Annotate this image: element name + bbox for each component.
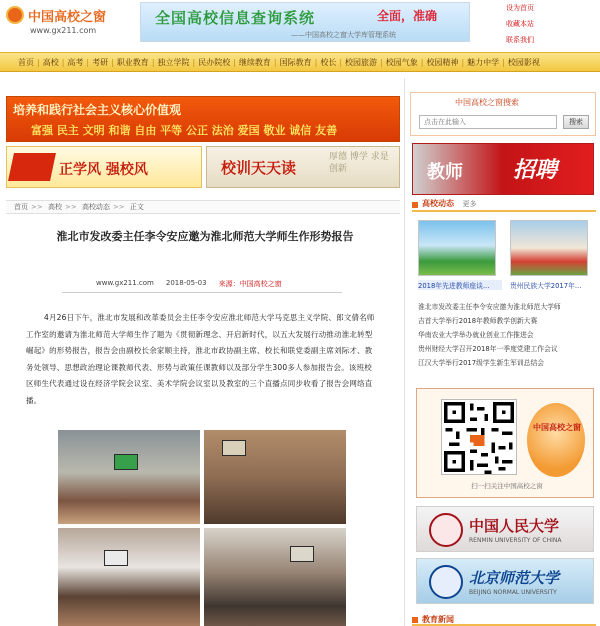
nav-item-campus-weather[interactable]: 校园气象 <box>385 57 418 67</box>
qr-code-icon <box>441 399 517 475</box>
university-name: 中国人民大学 <box>469 517 560 535</box>
news-list <box>418 300 598 370</box>
nav-item-campus-film[interactable]: 校园影视 <box>507 57 540 67</box>
ribbon-icon <box>8 153 56 181</box>
qr-caption: 扫一扫关注中国高校之窗 <box>471 482 543 490</box>
nav-separator: | <box>314 57 318 67</box>
nav-item-campus-spirit[interactable]: 校园精神 <box>426 57 459 67</box>
daily-motto-banner[interactable] <box>206 146 400 188</box>
projector-screen <box>104 550 128 566</box>
bookmark-link[interactable]: 收藏本站 <box>506 20 534 28</box>
nav-separator: | <box>233 57 236 67</box>
article-photo[interactable] <box>58 430 200 524</box>
nav-separator: | <box>86 57 90 67</box>
nav-item-gaokao[interactable]: 高考 <box>67 57 84 67</box>
nav-item-international[interactable]: 国际教育 <box>279 57 312 67</box>
column-divider <box>404 78 405 626</box>
teacher-recruitment-banner[interactable] <box>412 143 594 195</box>
nav-item-independent[interactable]: 独立学院 <box>157 57 190 67</box>
logo-emblem-icon <box>6 6 24 24</box>
article-source: 来源：中国高校之窗 <box>218 280 282 288</box>
contact-link[interactable]: 联系我们 <box>506 36 534 44</box>
search-input[interactable] <box>419 115 557 129</box>
logo-url: www.gx211.com <box>30 26 97 35</box>
recruit-teacher-text: 教师 <box>427 162 463 183</box>
article-photo[interactable] <box>204 430 346 524</box>
university-ad-bnu[interactable] <box>416 558 594 604</box>
projector-screen <box>114 454 138 470</box>
daily-motto-text: 校训天天读 <box>221 159 297 177</box>
news-more-link[interactable]: 更多 <box>462 200 477 208</box>
nav-item-kaoyan[interactable]: 考研 <box>92 57 109 67</box>
list-item[interactable]: 江汉大学举行2017级学生新生军训总结会 <box>418 359 545 367</box>
list-item[interactable]: 淮北市发改委主任李令安应邀为淮北师范大学师 <box>418 303 561 311</box>
article-site: www.gx211.com <box>96 279 154 287</box>
main-nav <box>0 52 600 72</box>
breadcrumb-separator: >> <box>64 203 77 211</box>
breadcrumb-separator: >> <box>31 203 43 211</box>
search-title: 中国高校之窗搜索 <box>455 98 519 107</box>
meta-divider <box>62 292 342 293</box>
article-photo[interactable] <box>58 528 200 626</box>
list-item[interactable]: 贵州财经大学召开2018年一季度党建工作会议 <box>418 345 558 353</box>
query-system-banner[interactable] <box>140 2 470 42</box>
news-section-title: 高校动态 <box>412 199 454 208</box>
nav-item-universities[interactable]: 高校 <box>42 57 59 67</box>
news-thumbnail[interactable] <box>510 220 588 276</box>
breadcrumb-universities[interactable]: 高校 <box>47 203 62 211</box>
query-system-title: 全国高校信息查询系统 <box>155 9 316 27</box>
study-style-banner[interactable] <box>6 146 202 188</box>
nav-item-continuing[interactable]: 继续教育 <box>238 57 271 67</box>
site-logo[interactable] <box>4 4 132 40</box>
nav-separator: | <box>37 57 40 67</box>
breadcrumb-home[interactable]: 首页 <box>14 203 28 211</box>
article-date: 2018-05-03 <box>165 279 207 287</box>
nav-separator: | <box>151 57 155 67</box>
projector-screen <box>222 440 246 456</box>
nav-separator: | <box>380 57 383 67</box>
news-thumbnail-caption[interactable]: 贵州民族大学2017年... <box>510 282 582 290</box>
qr-code-card[interactable] <box>416 388 594 498</box>
core-values-heading: 培养和践行社会主义核心价值观 <box>13 103 182 117</box>
qr-side-text: 中国高校之窗 <box>533 423 581 432</box>
core-values-list: 富强 民主 文明 和谐 自由 平等 公正 法治 爱国 敬业 诚信 友善 <box>31 124 338 137</box>
projector-screen <box>290 546 314 562</box>
university-english-name: RENMIN UNIVERSITY OF CHINA <box>469 537 562 544</box>
breadcrumb-separator: >> <box>112 203 125 211</box>
breadcrumb-news[interactable]: 高校动态 <box>81 203 110 211</box>
study-style-text: 正学风 强校风 <box>59 162 148 178</box>
site-search <box>410 92 596 136</box>
nav-separator: | <box>192 57 196 67</box>
nav-item-private[interactable]: 民办院校 <box>198 57 231 67</box>
article-meta <box>96 279 326 289</box>
nav-separator: | <box>61 57 65 67</box>
news-thumbnail-caption[interactable]: 2018年先进教师座谈... <box>418 280 502 290</box>
nav-separator: | <box>111 57 114 67</box>
breadcrumb <box>6 200 400 214</box>
university-english-name: BEIJING NORMAL UNIVERSITY <box>469 589 557 596</box>
nav-separator: | <box>339 57 343 67</box>
nav-item-vocational[interactable]: 职业教育 <box>116 57 149 67</box>
recruit-hiring-text: 招聘 <box>513 158 558 183</box>
university-seal-icon <box>429 565 463 599</box>
article-body: 4月26日下午，淮北市发展和改革委员会主任李令安应淮北师范大学马克思主义学院、郎文倩名师工作室的邀请为淮北师范大学师生作了题为《贯彻新理念、开启新时代，以五大发展行动推动淮北转型崛起》的形势报告，报告会由副校长余家顺主持，淮北市政协副主席、校长和联党委副主席刘际才、教务处领导、思想政治理论课教师代表、形势与政策任课教师以及部分学生300多人参加报告会。该班校区师生代表通过设在经济学院会议室、美术学院会议室以及教室的三个直播点同步收看了报告会网络直播。 <box>26 313 375 405</box>
site-header <box>0 0 600 48</box>
nav-item-president[interactable]: 校长 <box>320 57 337 67</box>
news-thumbnail[interactable] <box>418 220 496 276</box>
nav-item-middle-school[interactable]: 魅力中学 <box>467 57 500 67</box>
daily-motto-calligraphy: 厚德 博学 求是 创新 <box>329 152 389 174</box>
nav-separator: | <box>420 57 424 67</box>
nav-separator: | <box>502 57 505 67</box>
logo-title: 中国高校之窗 <box>28 10 107 25</box>
query-system-slogan: 全面，准确 <box>377 9 438 23</box>
nav-item-home[interactable]: 首页 <box>18 57 34 67</box>
news-section-header <box>412 198 596 212</box>
query-system-subtitle: ——中国高校之窗大学库管理系统 <box>291 31 396 39</box>
breadcrumb-current: 正文 <box>129 203 144 211</box>
nav-item-campus-travel[interactable]: 校园旅游 <box>345 57 378 67</box>
list-item[interactable]: 吉首大学举行2018年教师教学创新大赛 <box>418 317 538 325</box>
university-ad-renmin[interactable] <box>416 506 594 552</box>
university-name: 北京师范大学 <box>469 569 560 587</box>
core-values-banner[interactable] <box>6 96 400 142</box>
list-item[interactable]: 华南农业大学举办就业创业工作推进会 <box>418 331 534 339</box>
search-button[interactable]: 搜索 <box>563 115 589 129</box>
article-photo-grid <box>58 430 348 626</box>
nav-separator: | <box>273 57 277 67</box>
article-title: 淮北市发改委主任李令安应邀为淮北师范大学师生作形势报告 <box>56 230 354 243</box>
university-seal-icon <box>429 513 463 547</box>
article-photo[interactable] <box>204 528 346 626</box>
set-homepage-link[interactable]: 设为首页 <box>506 4 534 12</box>
nav-separator: | <box>461 57 465 67</box>
promo-badge-icon <box>527 403 585 477</box>
bottom-section-header: 教育新闻 <box>412 614 596 626</box>
